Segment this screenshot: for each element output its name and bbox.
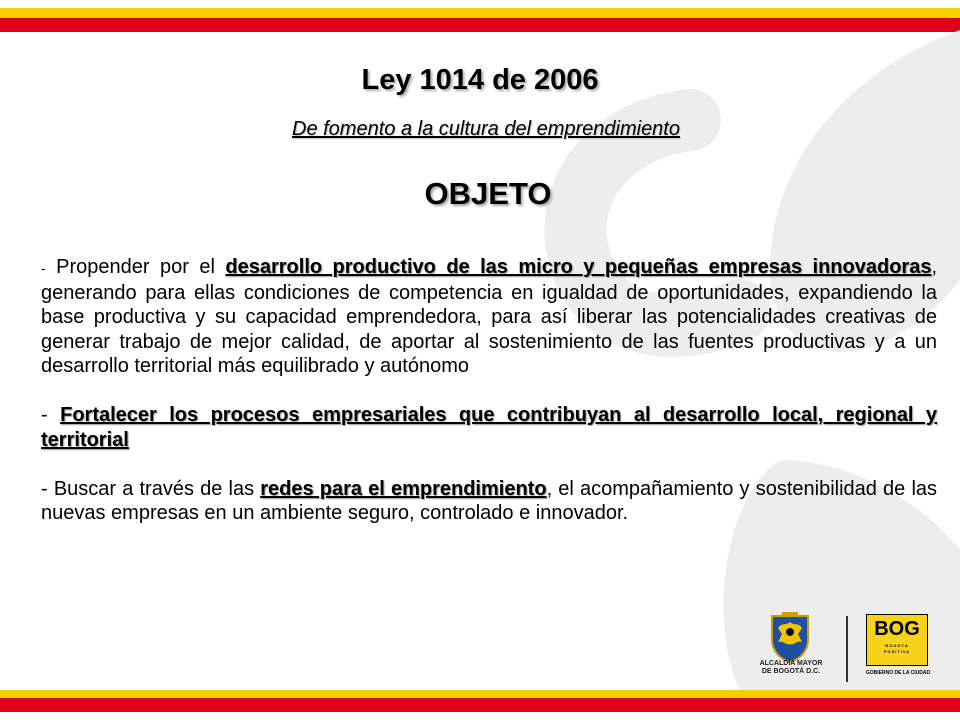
bog-logo-subtext <box>867 643 927 655</box>
alcaldia-label <box>750 660 832 676</box>
logo-divider <box>846 616 848 682</box>
alcaldia-line: DE BOGOTÁ D.C. <box>761 668 821 675</box>
bottom-red-stripe <box>0 698 960 712</box>
footer-logos <box>750 610 940 688</box>
objective-tail-text: , generando para ellas condiciones de competencia en igualdad de oportunidades, expandiendo la base productiva y su capacidad emprendedora, para así liberar las potencialidades creativas de generar trabajo de mejor calidad, de aportar al sostenimiento de las fuentes productivas y a un desarrollo territorial más equilibrado y autónomo <box>41 256 938 377</box>
objective-item <box>41 403 937 452</box>
bogota-coat-of-arms-icon <box>768 612 812 664</box>
objective-lead-text: Propender por el <box>56 256 215 278</box>
bog-logo-text: BOG <box>874 618 920 640</box>
gobierno-label: GOBIERNO DE LA CIUDAD <box>865 670 931 676</box>
objective-list <box>41 255 937 526</box>
objective-lead-text: Buscar a través de las <box>53 477 255 500</box>
page-subtitle: De fomento a la cultura del emprendimiento <box>292 118 680 140</box>
alcaldia-line: ALCALDÍA MAYOR <box>759 660 823 667</box>
bog-sub-line: POSITIVA <box>883 649 911 654</box>
bottom-yellow-stripe <box>0 690 960 698</box>
list-dash: - <box>41 404 48 426</box>
objective-emphasis: Fortalecer los procesos empresariales que contribuyan al desarrollo local, regional y territorial <box>41 404 937 451</box>
bogota-positiva-logo <box>866 614 928 666</box>
objective-emphasis: desarrollo productivo de las micro y pequeñas empresas innovadoras <box>225 256 932 278</box>
section-heading: OBJETO <box>424 176 552 211</box>
bog-sub-line: BOGOTÁ <box>885 643 909 648</box>
list-dash: - <box>41 260 46 276</box>
page-title: Ley 1014 de 2006 <box>361 64 599 96</box>
objective-emphasis: redes para el emprendimiento <box>260 477 547 500</box>
objective-item <box>41 477 937 526</box>
objective-tail-text: , el acompañamiento y sostenibilidad de las nuevas empresas en un ambiente seguro, controlado e innovador. <box>41 477 938 524</box>
list-dash: - <box>41 477 48 500</box>
objective-item <box>41 255 937 379</box>
top-yellow-stripe <box>0 8 960 18</box>
